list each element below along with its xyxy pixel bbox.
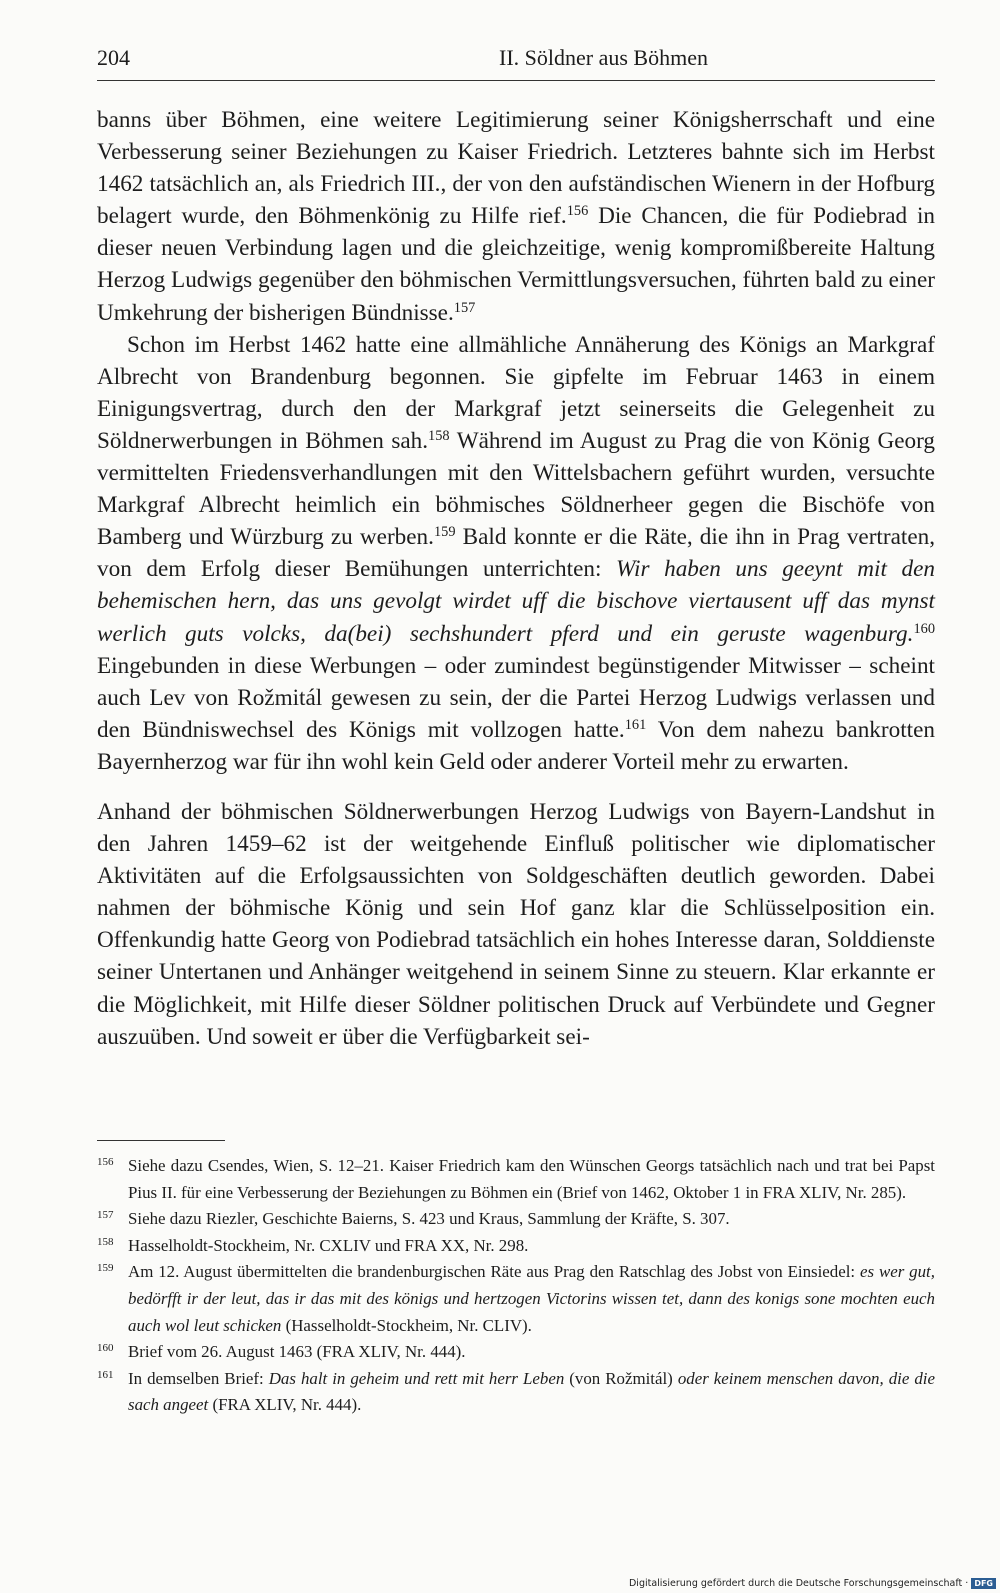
footnote-ref: 161 [624, 716, 647, 733]
footnote-number: 156 [97, 1156, 114, 1168]
footnote [97, 1233, 935, 1260]
footnote-number: 161 [97, 1368, 114, 1381]
page-number: 204 [97, 45, 130, 70]
text-run: Am 12. August übermittelten die brandenburgischen Räte aus Prag den Ratschlag des Jobst von Einsiedel: [128, 1262, 860, 1282]
footnotes [97, 1153, 935, 1419]
quotation-text: Das halt in geheim und rett mit herr Leben [268, 1368, 565, 1388]
footnote-ref: 158 [428, 428, 450, 445]
footnote-ref: 160 [913, 620, 935, 637]
text-run: Siehe dazu Csendes, Wien, S. 12–21. Kaiser Friedrich kam den Wünschen Georgs tatsächlich nach und trat bei Papst Pius II. für eine Verbesserung der Beziehungen zu Böhmen ein (Brief von 1462, Oktober 1 in FRA XLIV, Nr. 285). [128, 1156, 935, 1202]
text-run: (von Rožmitál) [564, 1368, 678, 1388]
text-run: Von dem nahezu bankrotten Bayernherzog war für ihn wohl kein Geld oder anderer Vorteil mehr zu erwarten. [97, 716, 935, 775]
footnote-rule [97, 1140, 225, 1141]
credit-text: Digitalisierung gefördert durch die Deutsche Forschungsgemeinschaft · [628, 1578, 969, 1589]
footnote [97, 1259, 935, 1339]
digitization-credit [629, 1578, 996, 1589]
footnote-number: 160 [97, 1342, 114, 1355]
text-run: Bald konnte er die Räte, die ihn in Prag vertraten, von dem Erfolg dieser Bemühungen unterrichten: [97, 524, 936, 583]
text-run: Die Chancen, die für Podiebrad in dieser neuen Verbindung lagen und die gleichzeitige, wenig kompromißbereite Haltung Herzog Ludwigs gegenüber den böhmischen Vermittlungsversuchen, führten bald zu einer Umkehrung der bisherigen Bündnisse. [97, 203, 935, 326]
footnote-number: 159 [97, 1262, 114, 1275]
text-run: Hasselholdt-Stockheim, Nr. CXLIV und FRA XX, Nr. 298. [128, 1235, 529, 1255]
footnote-number: 158 [97, 1235, 114, 1248]
footnote-ref: 159 [433, 524, 456, 541]
text-run: (Hasselholdt-Stockheim, Nr. CLIV). [281, 1315, 532, 1335]
quotation-text: es wer gut, bedörfft ir der leut, das ir das mit des königs und hertzogen Victorins wissen tet, dann des konigs sone mochten euch auch wol leut schicken [128, 1262, 935, 1335]
text-run: Siehe dazu Riezler, Geschichte Baierns, S. 423 und Kraus, Sammlung der Kräfte, S. 307. [128, 1209, 730, 1229]
text-run: Schon im Herbst 1462 hatte eine allmähliche Annäherung des Königs an Markgraf Albrecht von Brandenburg begonnen. Sie gipfelte im Februar 1463 in einem Einigungsvertrag, durch den der Markgraf jetzt seinerseits die Gelegenheit zu Söldnerwerbungen in Böhmen sah. [97, 331, 935, 454]
quotation-text: oder keinem menschen davon, die die sach angeet [128, 1368, 935, 1415]
text-run: Brief vom 26. August 1463 (FRA XLIV, Nr. 444). [128, 1342, 466, 1362]
footnote [97, 1206, 935, 1233]
paragraph [97, 796, 935, 1053]
footnote [97, 1339, 935, 1366]
running-head: II. Söldner aus Böhmen [499, 45, 708, 70]
text-run: Eingebunden in diese Werbungen – oder zumindest begünstigender Mitwisser – scheint auch Lev von Rožmitál gewesen zu sein, der die Partei Herzog Ludwigs verlassen und den Bündniswechsel des Königs mit vollzogen hatte. [97, 652, 935, 743]
footnote [97, 1153, 935, 1206]
running-header [97, 44, 935, 81]
paragraph [97, 104, 935, 329]
quotation-text: Wir haben uns geeynt mit den behemischen hern, das uns gevolgt wirdet uff die bischove viertausent uff das mynst werlich guts volcks, da(bei) sechshundert pferd und ein geruste wagenburg. [97, 556, 935, 647]
text-run: banns über Böhmen, eine weitere Legitimierung seiner Königsherrschaft und eine Verbesserung seiner Beziehungen zu Kaiser Friedrich. Letzteres bahnte sich im Herbst 1462 tatsächlich an, als Friedrich III., der von den aufständischen Wienern in der Hofburg belagert wurde, den Böhmenkönig zu Hilfe rief. [97, 107, 935, 230]
footnote-ref: 157 [453, 299, 476, 316]
dfg-logo: DFG [971, 1578, 996, 1589]
text-run: Anhand der böhmischen Söldnerwerbungen Herzog Ludwigs von Bayern-Landshut in den Jahren 1459–62 ist der weitgehende Einfluß politischer wie diplomatischer Aktivitäten auf die Erfolgsaussichten von Soldgeschäften deutlich geworden. Dabei nahmen der böhmische König und sein Hof ganz klar die Schlüsselposition ein. Offenkundig hatte Georg von Podiebrad tatsächlich ein hohes Interesse daran, Solddienste seiner Untertanen und Anhänger weitgehend in seinem Sinne zu steuern. Klar erkannte er die Möglichkeit, mit Hilfe dieser Söldner politischen Druck auf Verbündete und Gegner auszuüben. Und soweit er über die Verfügbarkeit sei- [97, 798, 935, 1050]
text-run: In demselben Brief: [128, 1368, 269, 1388]
body-text [97, 104, 935, 1053]
text-run: (FRA XLIV, Nr. 444). [208, 1395, 362, 1415]
footnote-number: 157 [97, 1209, 114, 1222]
footnote-ref: 156 [566, 203, 589, 220]
footnote [97, 1366, 935, 1419]
paragraph [97, 329, 935, 778]
text-run: Während im August zu Prag die von König Georg vermittelten Friedensverhandlungen mit den Wittelsbachern geführt wurden, versuchte Markgraf Albrecht heimlich ein böhmisches Söldnerheer gegen die Bischöfe von Bamberg und Würzburg zu werben. [97, 427, 935, 551]
